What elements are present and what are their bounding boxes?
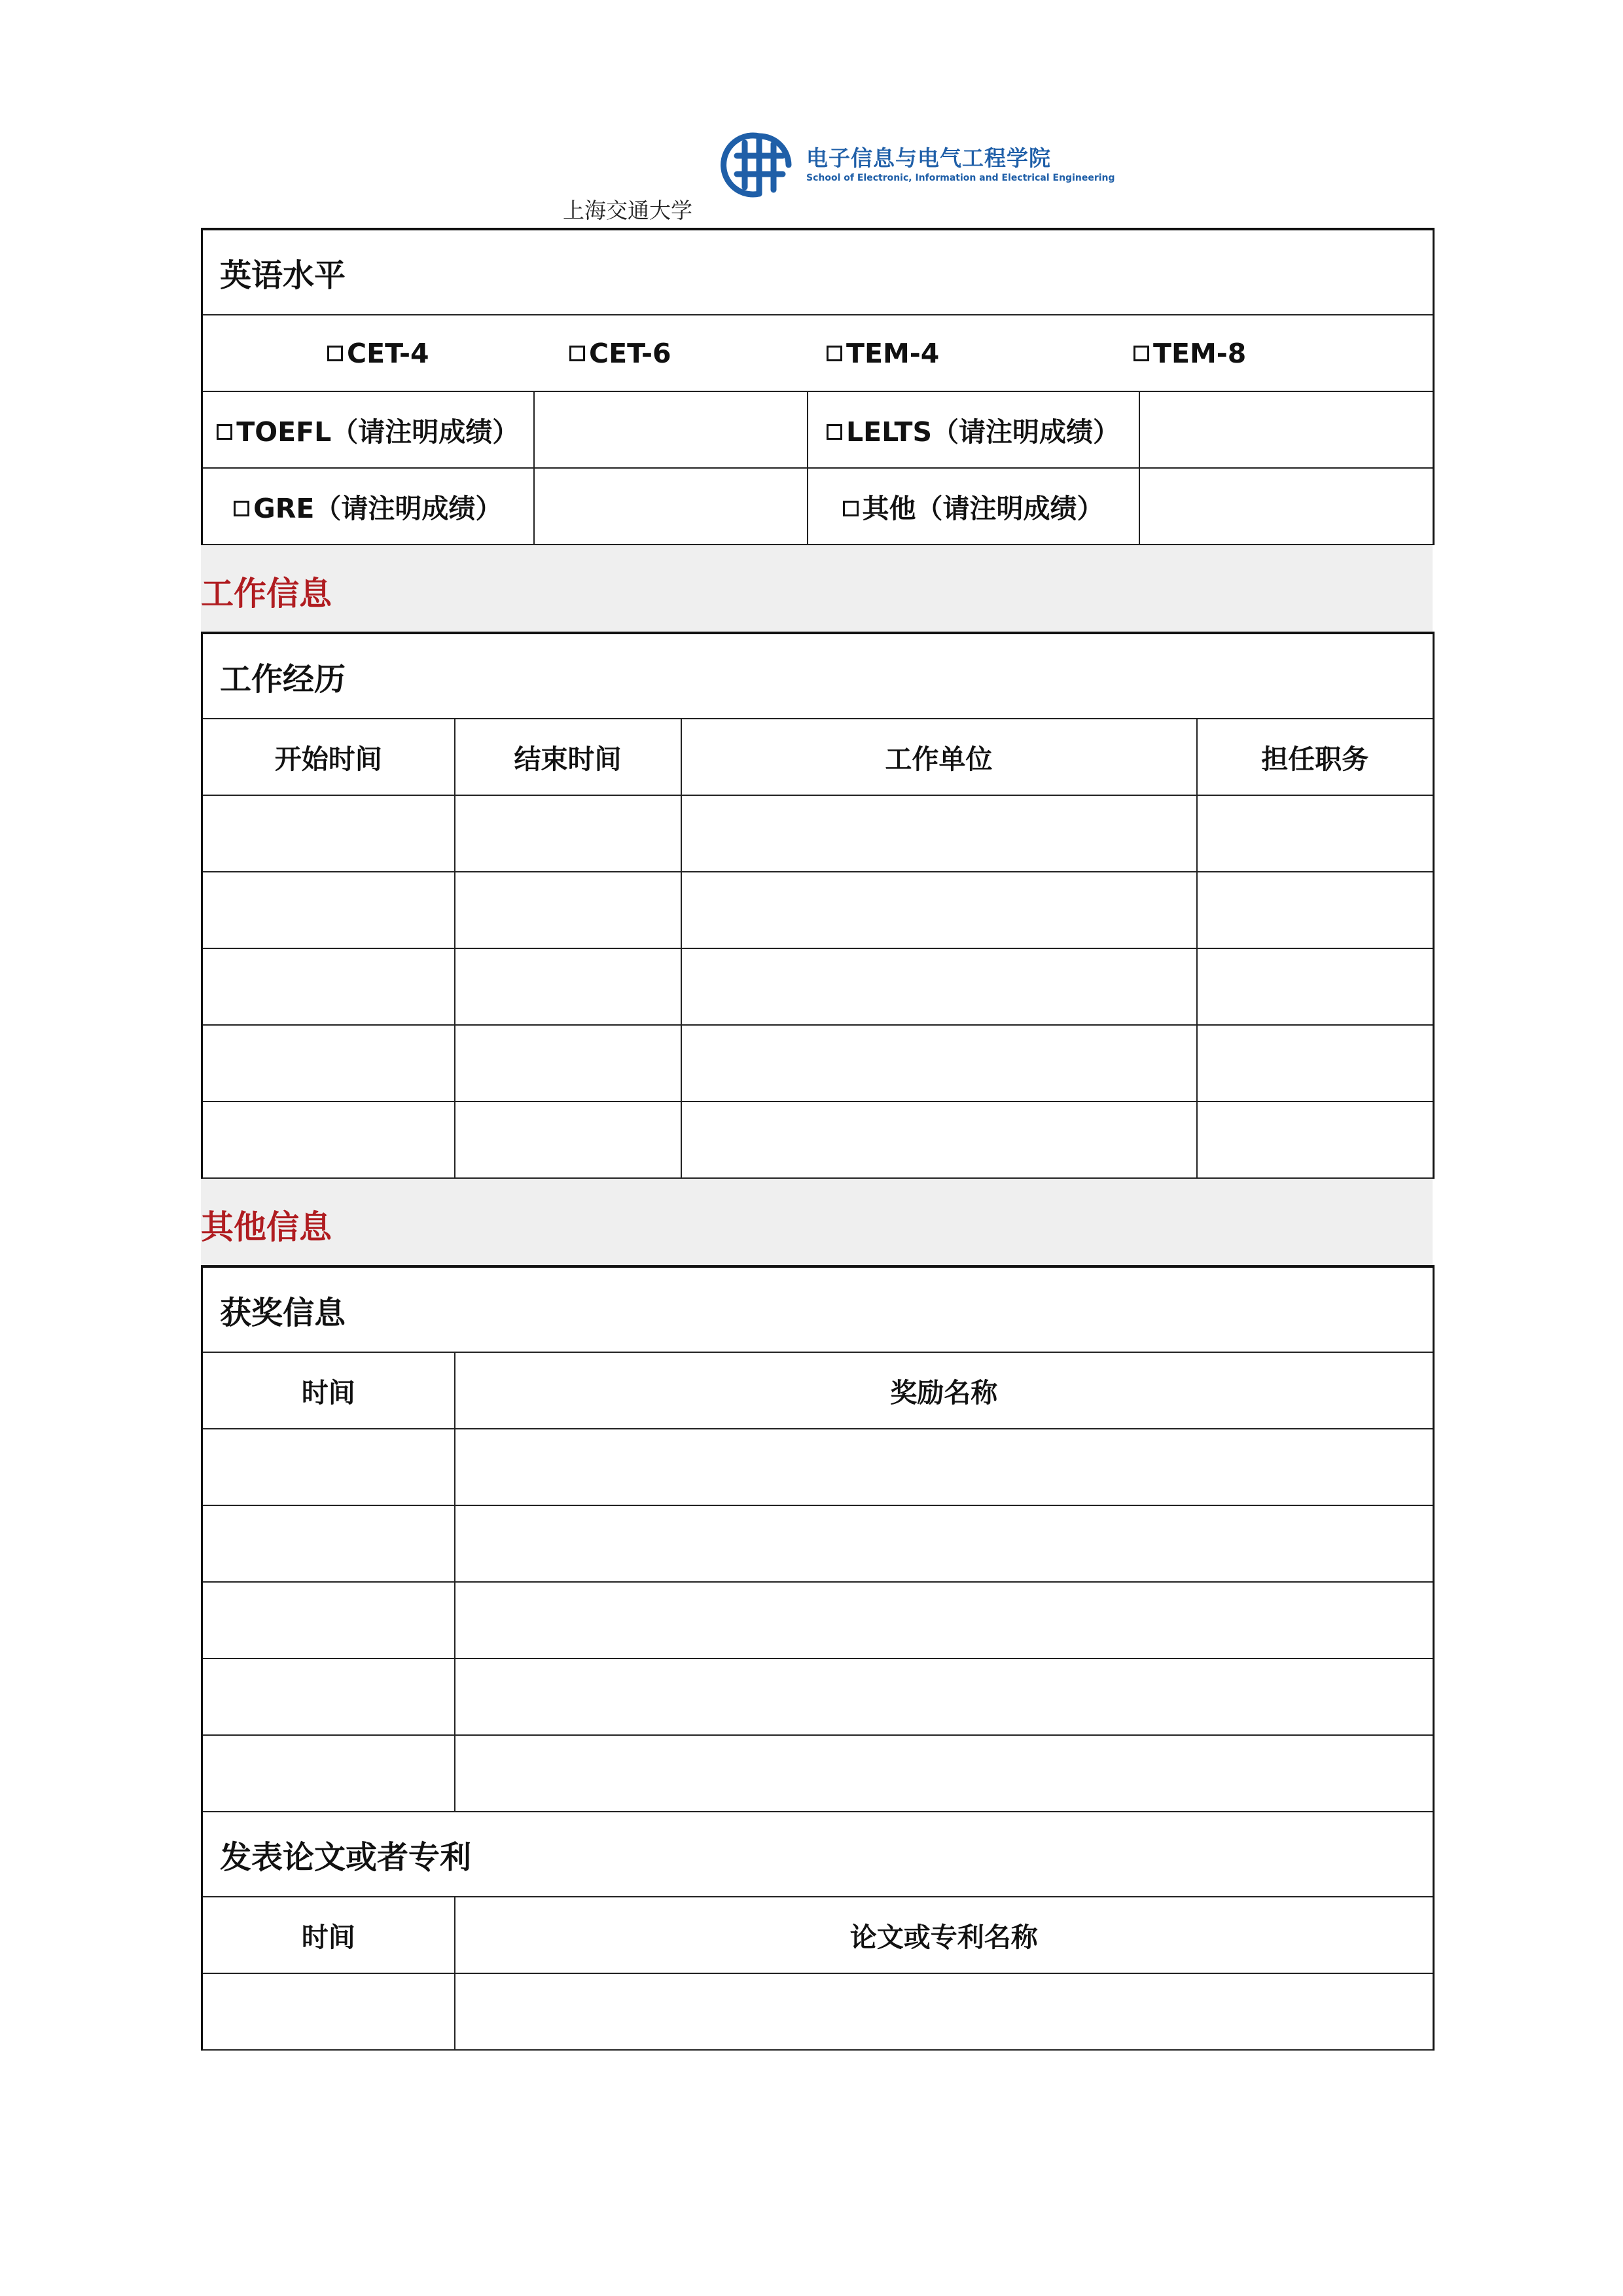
english-exam-options-row <box>202 315 1434 391</box>
table-cell[interactable] <box>1197 1102 1434 1178</box>
table-cell[interactable] <box>202 1505 455 1582</box>
table-cell[interactable] <box>455 1102 681 1178</box>
work-info-section <box>201 545 1433 632</box>
work-info-heading: 工作信息 <box>201 575 332 613</box>
gre-option[interactable] <box>202 468 534 545</box>
toefl-label: TOEFL（请注明成绩） <box>236 416 520 448</box>
checkbox-icon[interactable] <box>827 346 842 361</box>
other-info-heading: 其他信息 <box>201 1208 332 1246</box>
work-experience-table <box>201 632 1435 1179</box>
school-name-cn: 电子信息与电气工程学院 <box>806 145 1051 171</box>
table-row <box>202 1025 1434 1102</box>
cet4-option[interactable] <box>327 338 429 369</box>
table-cell[interactable] <box>1197 1025 1434 1102</box>
other-exam-score-field[interactable] <box>1139 468 1434 545</box>
checkbox-icon[interactable] <box>327 346 343 361</box>
table-cell[interactable] <box>455 872 681 948</box>
english-level-title: 英语水平 <box>202 229 1434 315</box>
tem4-option[interactable] <box>827 338 939 369</box>
document-header <box>0 0 1623 226</box>
cet4-label: CET-4 <box>347 338 429 369</box>
table-cell[interactable] <box>1197 872 1434 948</box>
table-cell[interactable] <box>202 1429 455 1505</box>
gre-score-field[interactable] <box>534 468 808 545</box>
cet6-option[interactable] <box>569 338 671 369</box>
tem8-option[interactable] <box>1133 338 1246 369</box>
column-header-employer: 工作单位 <box>681 719 1197 795</box>
table-cell[interactable] <box>202 1025 455 1102</box>
column-header-paper-name: 论文或专利名称 <box>455 1897 1434 1973</box>
table-cell[interactable] <box>455 948 681 1025</box>
table-cell[interactable] <box>202 1582 455 1659</box>
cet6-label: CET-6 <box>589 338 671 369</box>
university-name: 上海交通大学 <box>563 198 692 223</box>
toefl-score-field[interactable] <box>534 391 808 468</box>
checkbox-icon[interactable] <box>569 346 585 361</box>
table-cell[interactable] <box>202 1659 455 1735</box>
other-exam-option[interactable] <box>808 468 1139 545</box>
table-cell[interactable] <box>202 872 455 948</box>
gre-label: GRE（请注明成绩） <box>253 493 503 524</box>
tem4-label: TEM-4 <box>846 338 940 369</box>
school-logo-icon <box>719 130 800 200</box>
table-cell[interactable] <box>455 1735 1434 1812</box>
awards-title: 获奖信息 <box>202 1266 1434 1352</box>
table-cell[interactable] <box>202 1735 455 1812</box>
table-row <box>202 795 1434 872</box>
school-name-en: School of Electronic, Information and Electrical Engineering <box>806 173 1115 183</box>
column-header-paper-time: 时间 <box>202 1897 455 1973</box>
checkbox-icon[interactable] <box>234 501 249 516</box>
column-header-position: 担任职务 <box>1197 719 1434 795</box>
table-cell[interactable] <box>681 795 1197 872</box>
papers-title: 发表论文或者专利 <box>202 1812 1434 1897</box>
ielts-label: LELTS（请注明成绩） <box>846 416 1120 448</box>
form-page <box>201 228 1433 2051</box>
table-cell[interactable] <box>455 1025 681 1102</box>
table-cell[interactable] <box>1197 795 1434 872</box>
table-row <box>202 1102 1434 1178</box>
checkbox-icon[interactable] <box>843 501 859 516</box>
table-cell[interactable] <box>455 1582 1434 1659</box>
other-exam-label: 其他（请注明成绩） <box>862 493 1104 524</box>
table-cell[interactable] <box>202 948 455 1025</box>
checkbox-icon[interactable] <box>217 424 232 440</box>
table-cell[interactable] <box>681 1102 1197 1178</box>
table-cell[interactable] <box>455 1429 1434 1505</box>
table-cell[interactable] <box>455 1973 1434 2050</box>
column-header-start-time: 开始时间 <box>202 719 455 795</box>
tem8-label: TEM-8 <box>1153 338 1247 369</box>
table-cell[interactable] <box>681 948 1197 1025</box>
table-cell[interactable] <box>681 872 1197 948</box>
table-row <box>202 948 1434 1025</box>
table-cell[interactable] <box>202 1102 455 1178</box>
toefl-option[interactable] <box>202 391 534 468</box>
table-cell[interactable] <box>202 795 455 872</box>
table-row <box>202 1505 1434 1582</box>
awards-papers-table <box>201 1265 1435 2051</box>
column-header-end-time: 结束时间 <box>455 719 681 795</box>
checkbox-icon[interactable] <box>1133 346 1149 361</box>
checkbox-icon[interactable] <box>827 424 842 440</box>
table-cell[interactable] <box>455 1505 1434 1582</box>
table-cell[interactable] <box>455 795 681 872</box>
table-row <box>202 1582 1434 1659</box>
table-row <box>202 1735 1434 1812</box>
column-header-award-name: 奖励名称 <box>455 1352 1434 1429</box>
table-row <box>202 872 1434 948</box>
other-info-section <box>201 1179 1433 1265</box>
table-cell[interactable] <box>681 1025 1197 1102</box>
table-cell[interactable] <box>202 1973 455 2050</box>
english-level-table <box>201 228 1435 545</box>
ielts-score-field[interactable] <box>1139 391 1434 468</box>
table-row <box>202 1973 1434 2050</box>
table-row <box>202 1429 1434 1505</box>
ielts-option[interactable] <box>808 391 1139 468</box>
work-experience-title: 工作经历 <box>202 633 1434 719</box>
table-cell[interactable] <box>455 1659 1434 1735</box>
table-row <box>202 1659 1434 1735</box>
column-header-award-time: 时间 <box>202 1352 455 1429</box>
table-cell[interactable] <box>1197 948 1434 1025</box>
